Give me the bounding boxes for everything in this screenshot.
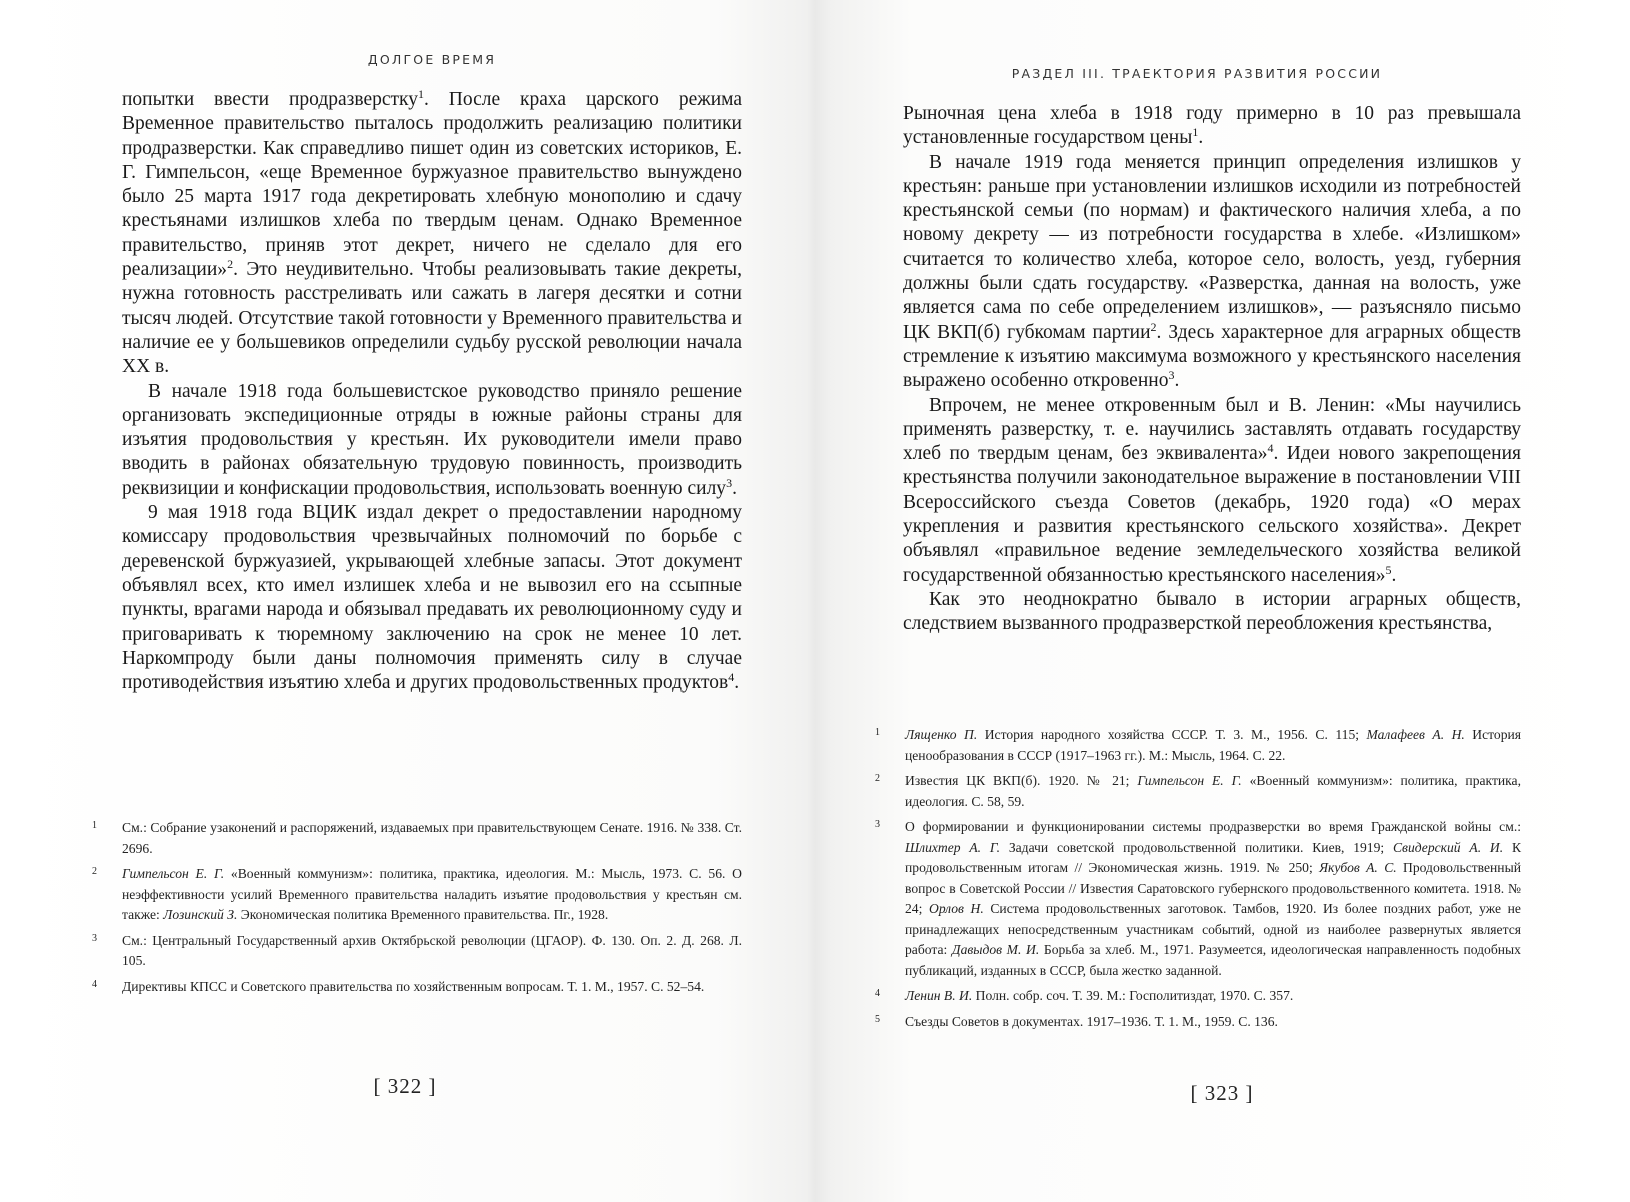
paragraph: В начале 1919 года меняется принцип определения излишков у крестьян: раньше при установлении излишков исходили из потребностей крестьянской семьи (по нормам) и фактического наличия хлеба, а по новому декрету — из потребности государства в хлебе. «Излишком» считается то количество хлеба, которое село, волость, уезд, губерния должны были сдать государству. «Разверстка, данная на волость, уже является сама по себе определением излишков», — разъясняло письмо ЦК ВКП(б) губкомам партии$^2$. Здесь характерное для аграрных обществ стремление к изъятию максимума возможного у крестьянского населения выражено особенно откровенно$^3$.: [903, 151, 1521, 392]
footnote-text: Гимпельсон Е. Г. «Военный коммунизм»: политика, практика, идеология. М.: Мысль, 1973. С. 56. О неэффективности усилий Временного правительства наладить изъятие продовольствия у крестьян см. также: Лозинский З. Экономическая политика Временного правительства. Пг., 1928.: [122, 866, 742, 922]
footnote-text: См.: Центральный Государственный архив Октябрьской революции (ЦГАОР). Ф. 130. Оп. 2. Д. 268. Л. 105.: [122, 932, 742, 968]
paragraph: В начале 1918 года большевистское руководство приняло решение организовать экспедиционные отряды в южные районы страны для изъятия продовольствия у крестьян. Их руководители имели право вводить в районах обязательную трудовую повинность, производить реквизиции и конфискации продовольствия, использовать военную силу$^3$.: [122, 380, 742, 499]
footnote: [92, 864, 742, 926]
footnote-ref[interactable]: 2: [1150, 319, 1157, 334]
footnote: [875, 817, 1521, 981]
footnote: [875, 725, 1521, 766]
footnote-number: 1: [92, 820, 97, 831]
footnote: [92, 931, 742, 972]
main-text: [122, 88, 742, 695]
footnote-number: 3: [92, 932, 97, 944]
footnote-text: Директивы КПСС и Советского правительства по хозяйственным вопросам. Т. 1. М., 1957. С. 52–54.: [122, 978, 705, 994]
footnote-text: Лященко П. История народного хозяйства СССР. Т. 3. М., 1956. С. 115; Малафеев А. Н. История ценообразования в СССР (1917–1963 гг.). М.: Мысль, 1964. С. 22.: [905, 727, 1522, 763]
footnote-text: Ленин В. И. Полн. собр. соч. Т. 39. М.: Госполитиздат, 1970. С. 357.: [905, 988, 1294, 1003]
footnote-number: 2: [92, 866, 97, 877]
footnote: [92, 818, 742, 859]
footnote: [92, 977, 742, 998]
paragraph: попытки ввести продразверстку$^1$. После краха царского режима Временное правительство пыталось продолжить реализацию политики продразверстки. Как справедливо пишет один из советских историков, Е. Г. Гимпельсон, «еще Временное буржуазное правительство вынуждено было 25 марта 1917 года декретировать хлебную монополию и сдачу крестьянами излишков хлеба по твердым ценам. Однако Временное правительство, приняв этот декрет, ничего не сделало для его реализации»$^2$. Это неудивительно. Чтобы реализовывать такие декреты, нужна готовность расстреливать или сажать в лагеря десятки и сотни тысяч людей. Отсутствие такой готовности у Временного правительства и наличие ее у большевиков определили судьбу русской революции начала XX в.: [122, 87, 742, 378]
footnote-number: 4: [875, 988, 880, 999]
footnote-ref[interactable]: 5: [1385, 562, 1392, 577]
footnote-text: О формировании и функционировании системы продразверстки во время Гражданской войны см.: Шлихтер А. Г. Задачи советской продовольственной политики. Киев, 1919; Свидерский А. И. К продовольственным итогам // Экономическая жизнь. 1919. № 250; Якубов А. С. Продовольственный вопрос в Советской России // Известия Саратовского губернского продовольственного комитета. 1918. № 24; Орлов Н. Система продовольственных заготовок. Тамбов, 1920. Из более поздних работ, уже не принадлежащих непосредственным участникам событий, одной из наиболее развернутых является работа: Давыдов М. И. Борьба за хлеб. М., 1971. Разумеется, идеологическая направленность подобных публикаций, изданных в СССР, была жестко заданной.: [905, 819, 1522, 978]
footnote-ref[interactable]: 2: [227, 257, 234, 272]
footnote-text: Съезды Советов в документах. 1917–1936. Т. 1. М., 1959. С. 136.: [905, 1013, 1278, 1029]
footnote-number: 1: [875, 727, 880, 738]
footnote-ref[interactable]: 3: [1168, 368, 1175, 383]
page-number: [ 322 ]: [373, 1074, 437, 1098]
footnote: [875, 1012, 1521, 1033]
running-head: ДОЛГОЕ ВРЕМЯ: [367, 52, 497, 67]
footnote-ref[interactable]: 4: [728, 670, 735, 685]
footnote: [875, 986, 1521, 1007]
running-head: РАЗДЕЛ III. ТРАЕКТОРИЯ РАЗВИТИЯ РОССИИ: [1011, 66, 1383, 81]
footnote-number: 4: [92, 978, 97, 990]
paragraph: Как это неоднократно бывало в истории аграрных обществ, следствием вызванного продразверсткой переобложения крестьянства,: [903, 588, 1521, 635]
footnote-text: См.: Собрание узаконений и распоряжений, издаваемых при правительствующем Сенате. 1916. № 338. Ст. 2696.: [122, 820, 742, 856]
page-number: [ 323 ]: [1190, 1081, 1254, 1105]
footnote: [875, 771, 1521, 812]
footnote-ref[interactable]: 1: [1192, 125, 1199, 140]
footnote-ref[interactable]: 3: [726, 475, 733, 490]
footnote-number: 2: [875, 773, 880, 784]
footnote-ref[interactable]: 4: [1267, 441, 1274, 456]
footnote-number: 5: [875, 1013, 880, 1025]
footnotes: [92, 818, 742, 1002]
footnote-ref[interactable]: 1: [418, 87, 425, 101]
paragraph: 9 мая 1918 года ВЦИК издал декрет о предоставлении народному комиссару продовольствия чрезвычайных полномочий по борьбе с деревенской буржуазией, укрывающей хлебные запасы. Этот документ объявлял всех, кто имел излишек хлеба и не вывозил его на ссыпные пункты, врагами народа и обязывал предавать их революционному суду и приговаривать к тюремному заключению на срок не менее 10 лет. Наркомпроду были даны полномочия применять силу в случае противодействия изъятию хлеба и других продовольственных продуктов$^4$.: [122, 502, 742, 694]
footnote-text: Известия ЦК ВКП(б). 1920. № 21; Гимпельсон Е. Г. «Военный коммунизм»: политика, практика, идеология. С. 58, 59.: [905, 773, 1521, 809]
paragraph: Впрочем, не менее откровенным был и В. Ленин: «Мы научились применять разверстку, т. е. научились заставлять отдавать государству хлеб по твердым ценам, без эквивалента»$^4$. Идеи нового закрепощения крестьянства получили законодательное выражение в постановлении VIII Всероссийского съезда Советов (декабрь, 1920 года) «О мерах укрепления и развития крестьянского сельского хозяйства». Декрет объявлял «правильное ведение земледельческого хозяйства великой государственной обязанностью крестьянского населения»$^5$.: [903, 394, 1521, 586]
footnote-number: 3: [875, 819, 880, 830]
footnotes: [875, 725, 1521, 1037]
main-text: [903, 102, 1521, 637]
paragraph: Рыночная цена хлеба в 1918 году примерно в 10 раз превышала установленные государством цены$^1$.: [903, 103, 1521, 149]
right-page: [815, 0, 1630, 1202]
